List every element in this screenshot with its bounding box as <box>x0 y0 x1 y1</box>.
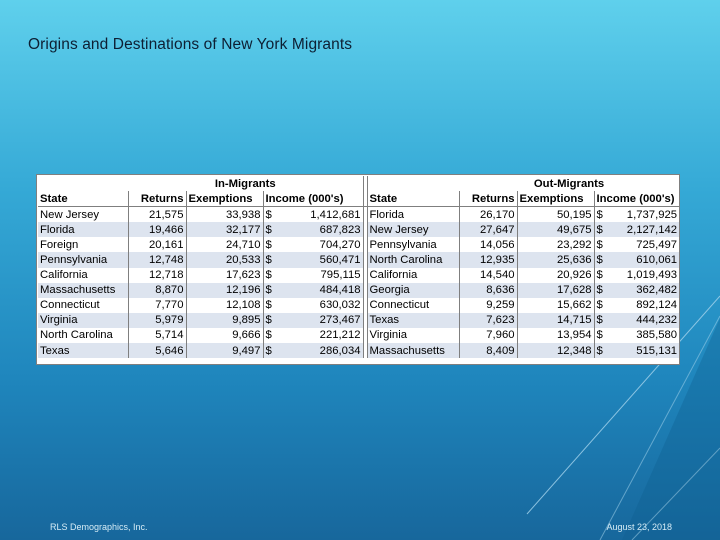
in-returns-cell: 5,714 <box>128 328 186 343</box>
col-header-in-income: Income (000's) <box>263 191 363 207</box>
in-exemptions-cell: 33,938 <box>186 207 263 223</box>
out-returns-cell: 8,409 <box>459 343 517 358</box>
in-state-cell: New Jersey <box>38 207 128 223</box>
out-currency-cell: $ <box>596 329 603 342</box>
out-exemptions-cell: 23,292 <box>517 237 594 252</box>
out-currency-cell: $ <box>596 299 603 312</box>
col-header-out-income: Income (000's) <box>594 191 679 207</box>
out-income-cell: 610,061 <box>636 254 678 267</box>
in-currency-cell: $ <box>265 314 272 327</box>
in-returns-cell: 12,748 <box>128 252 186 267</box>
in-state-cell: Texas <box>38 343 128 358</box>
in-exemptions-cell: 9,666 <box>186 328 263 343</box>
in-returns-cell: 5,646 <box>128 343 186 358</box>
out-returns-cell: 14,540 <box>459 268 517 283</box>
in-returns-cell: 5,979 <box>128 313 186 328</box>
group-header-row <box>38 176 679 191</box>
in-income-cell: 704,270 <box>319 238 361 251</box>
out-currency-cell: $ <box>596 208 603 221</box>
in-state-cell: Florida <box>38 222 128 237</box>
out-income-cell: 362,482 <box>636 284 678 297</box>
in-currency-cell: $ <box>265 284 272 297</box>
col-header-out-returns: Returns <box>459 191 517 207</box>
out-exemptions-cell: 12,348 <box>517 343 594 358</box>
table-row <box>38 252 679 267</box>
col-header-in-returns: Returns <box>128 191 186 207</box>
col-header-out-state: State <box>367 191 459 207</box>
table-row <box>38 298 679 313</box>
in-currency-cell: $ <box>265 238 272 251</box>
out-migrants-heading: Out-Migrants <box>533 177 605 190</box>
in-exemptions-cell: 24,710 <box>186 237 263 252</box>
out-state-cell: North Carolina <box>367 252 459 267</box>
in-state-cell: Pennsylvania <box>38 252 128 267</box>
out-income-cell: 2,127,142 <box>626 223 678 236</box>
table-row <box>38 207 679 223</box>
in-state-cell: California <box>38 268 128 283</box>
out-income-cell: 892,124 <box>636 299 678 312</box>
in-state-cell: Virginia <box>38 313 128 328</box>
out-state-cell: Texas <box>367 313 459 328</box>
in-state-cell: Connecticut <box>38 298 128 313</box>
out-exemptions-cell: 17,628 <box>517 283 594 298</box>
out-exemptions-cell: 14,715 <box>517 313 594 328</box>
out-state-cell: Massachusetts <box>367 343 459 358</box>
in-returns-cell: 21,575 <box>128 207 186 223</box>
out-returns-cell: 27,647 <box>459 222 517 237</box>
in-exemptions-cell: 12,196 <box>186 283 263 298</box>
in-income-cell: 286,034 <box>319 344 361 357</box>
in-currency-cell: $ <box>265 254 272 267</box>
col-header-in-exemptions: Exemptions <box>186 191 263 207</box>
out-exemptions-cell: 15,662 <box>517 298 594 313</box>
out-currency-cell: $ <box>596 284 603 297</box>
out-state-cell: New Jersey <box>367 222 459 237</box>
out-currency-cell: $ <box>596 238 603 251</box>
col-header-in-state: State <box>38 191 128 207</box>
out-exemptions-cell: 20,926 <box>517 268 594 283</box>
in-income-cell: 630,032 <box>319 299 361 312</box>
in-currency-cell: $ <box>265 223 272 236</box>
table-row <box>38 343 679 358</box>
out-exemptions-cell: 50,195 <box>517 207 594 223</box>
out-returns-cell: 9,259 <box>459 298 517 313</box>
out-income-cell: 385,580 <box>636 329 678 342</box>
in-income-cell: 795,115 <box>320 269 361 282</box>
out-income-cell: 1,019,493 <box>626 269 678 282</box>
table-row <box>38 328 679 343</box>
out-returns-cell: 8,636 <box>459 283 517 298</box>
table-row <box>38 268 679 283</box>
out-currency-cell: $ <box>596 314 603 327</box>
footer-date: August 23, 2018 <box>606 522 672 532</box>
in-income-cell: 484,418 <box>319 284 361 297</box>
out-state-cell: Connecticut <box>367 298 459 313</box>
in-returns-cell: 19,466 <box>128 222 186 237</box>
out-currency-cell: $ <box>596 344 603 357</box>
in-currency-cell: $ <box>265 299 272 312</box>
table-row <box>38 222 679 237</box>
out-income-cell: 1,737,925 <box>626 208 678 221</box>
table-row <box>38 237 679 252</box>
in-returns-cell: 20,161 <box>128 237 186 252</box>
out-exemptions-cell: 13,954 <box>517 328 594 343</box>
out-currency-cell: $ <box>596 223 603 236</box>
in-migrants-heading: In-Migrants <box>214 177 276 190</box>
out-state-cell: Georgia <box>367 283 459 298</box>
in-state-cell: Massachusetts <box>38 283 128 298</box>
in-state-cell: Foreign <box>38 237 128 252</box>
out-state-cell: Pennsylvania <box>367 237 459 252</box>
in-currency-cell: $ <box>265 329 272 342</box>
in-income-cell: 560,471 <box>319 254 361 267</box>
table-body <box>38 207 679 358</box>
out-currency-cell: $ <box>596 254 603 267</box>
out-returns-cell: 7,960 <box>459 328 517 343</box>
slide-title: Origins and Destinations of New York Migrants <box>28 36 353 53</box>
in-exemptions-cell: 20,533 <box>186 252 263 267</box>
in-income-cell: 687,823 <box>319 223 361 236</box>
out-returns-cell: 26,170 <box>459 207 517 223</box>
out-income-cell: 444,232 <box>636 314 678 327</box>
in-exemptions-cell: 17,623 <box>186 268 263 283</box>
out-income-cell: 725,497 <box>636 238 678 251</box>
column-header-row <box>38 191 679 207</box>
out-returns-cell: 14,056 <box>459 237 517 252</box>
in-returns-cell: 7,770 <box>128 298 186 313</box>
in-currency-cell: $ <box>265 269 272 282</box>
out-state-cell: California <box>367 268 459 283</box>
in-state-cell: North Carolina <box>38 328 128 343</box>
out-state-cell: Florida <box>367 207 459 223</box>
out-currency-cell: $ <box>596 269 603 282</box>
in-income-cell: 1,412,681 <box>310 208 361 221</box>
in-income-cell: 273,467 <box>319 314 361 327</box>
in-exemptions-cell: 9,895 <box>186 313 263 328</box>
out-income-cell: 515,131 <box>636 344 678 357</box>
migration-table-frame <box>36 174 680 365</box>
col-header-out-exemptions: Exemptions <box>517 191 594 207</box>
in-returns-cell: 8,870 <box>128 283 186 298</box>
out-exemptions-cell: 49,675 <box>517 222 594 237</box>
out-returns-cell: 7,623 <box>459 313 517 328</box>
table-row <box>38 283 679 298</box>
in-currency-cell: $ <box>265 344 272 357</box>
table-row <box>38 313 679 328</box>
in-returns-cell: 12,718 <box>128 268 186 283</box>
in-exemptions-cell: 32,177 <box>186 222 263 237</box>
footer-company: RLS Demographics, Inc. <box>50 522 148 532</box>
in-exemptions-cell: 9,497 <box>186 343 263 358</box>
migration-table <box>38 176 679 358</box>
out-exemptions-cell: 25,636 <box>517 252 594 267</box>
in-exemptions-cell: 12,108 <box>186 298 263 313</box>
out-returns-cell: 12,935 <box>459 252 517 267</box>
in-income-cell: 221,212 <box>319 329 361 342</box>
out-state-cell: Virginia <box>367 328 459 343</box>
in-currency-cell: $ <box>265 208 272 221</box>
